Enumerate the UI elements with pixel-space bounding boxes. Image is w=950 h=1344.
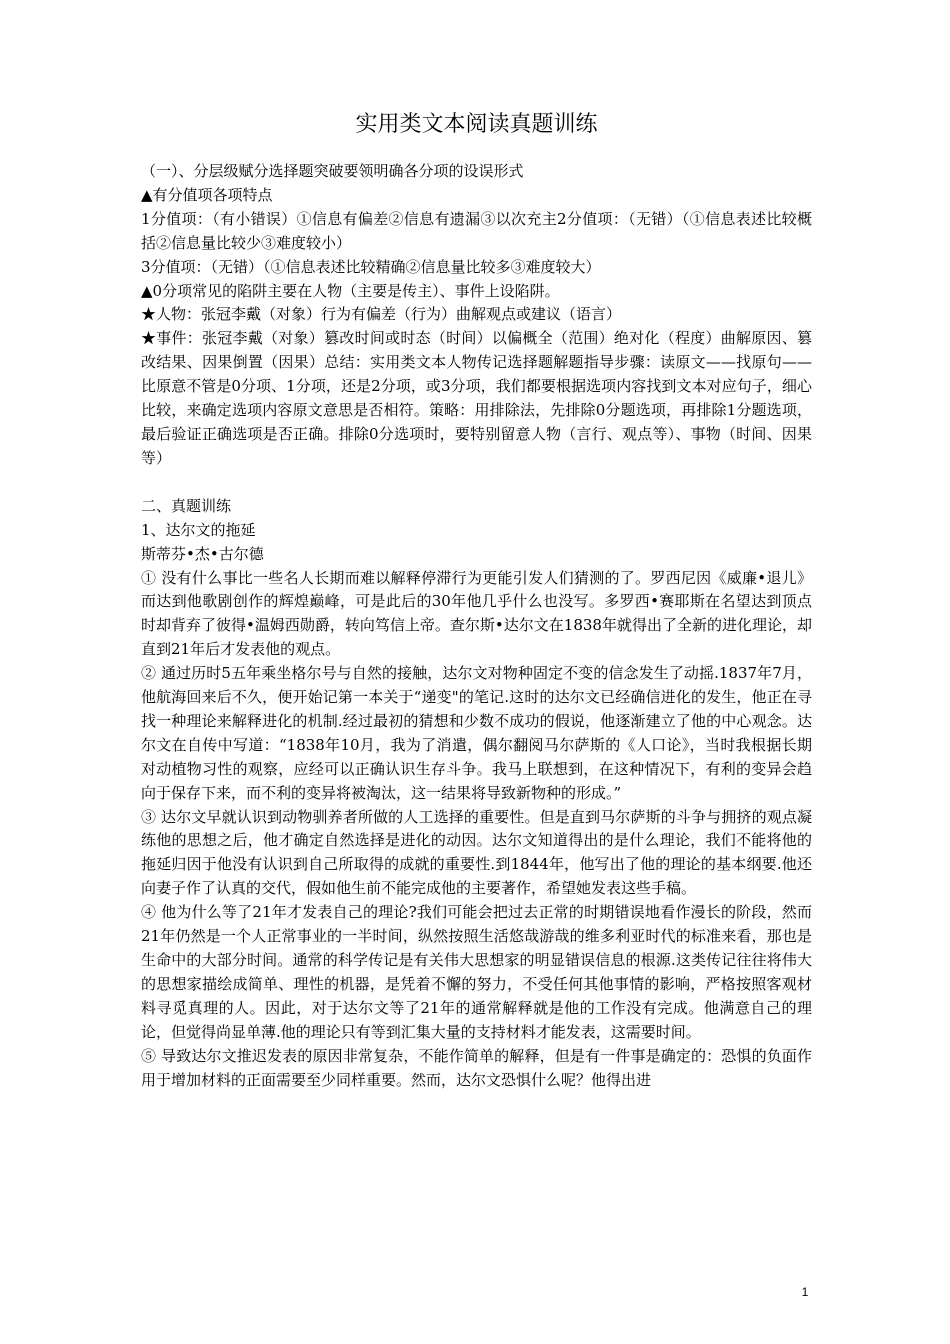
section-one xyxy=(141,160,812,471)
section-one-heading: （一）、分层级赋分选择题突破要领明确各分项的设误形式 xyxy=(141,162,524,180)
document-body xyxy=(141,108,812,1092)
article-paragraph: ① 没有什么事比一些名人长期而难以解释停滞行为更能引发人们猜测的了。罗西尼因《威廉•退儿》而达到他歌剧创作的辉煌巅峰，可是此后的30年他几乎什么也没写。多罗西•赛耶斯在名望达到顶点时却背弃了彼得•温姆西勋爵，转向笃信上帝。查尔斯•达尔文在1838年就得出了全新的进化理论，却直到21年后才发表他的观点。 xyxy=(141,568,812,659)
article-title: 1、达尔文的拖延 xyxy=(141,520,256,539)
article-paragraph: ③ 达尔文早就认识到动物驯养者所做的人工选择的重要性。但是直到马尔萨斯的斗争与拥挤的观点凝练他的思想之后，他才确定自然选择是进化的动因。达尔文知道得出的是什么理论，我们不能将他的拖延归因于他没有认识到自己所取得的成就的重要性.到1844年，他写出了他的理论的基本纲要.他还向妻子作了认真的交代，假如他生前不能完成他的主要著作，希望她发表这些手稿。 xyxy=(141,807,812,898)
paragraph: ▲0分项常见的陷阱主要在人物（主要是传主）、事件上设陷阱。 xyxy=(141,281,560,300)
paragraph: 3分值项：（无错）（①信息表述比较精确②信息量比较多③难度较大） xyxy=(141,257,601,276)
article-paragraph: ④ 他为什么等了21年才发表自己的理论?我们可能会把过去正常的时期错误地看作漫长的阶段，然而21年仍然是一个人正常事业的一半时间，纵然按照生活悠哉游哉的维多利亚时代的标准来看，那也是生命中的大部分时间。通常的科学传记是有关伟大思想家的明显错误信息的根源.这类传记往往将伟大的思想家描绘成简单、理性的机器，是凭着不懈的努力，不受任何其他事情的影响，严格按照客观材料寻觅真理的人。因此，对于达尔文等了21年的通常解释就是他的工作没有完成。他满意自己的理论，但觉得尚显单薄.他的理论只有等到汇集大量的支持材料才能发表，这需要时间。 xyxy=(141,903,812,1041)
document-title: 实用类文本阅读真题训练 xyxy=(355,112,598,137)
section-two xyxy=(141,495,812,1093)
article-paragraph: ⑤ 导致达尔文推迟发表的原因非常复杂，不能作简单的解释，但是有一件事是确定的：恐惧的负面作用于增加材料的正面需要至少同样重要。然而，达尔文恐惧什么呢？他得出进 xyxy=(141,1046,812,1089)
blank-line xyxy=(141,471,812,495)
paragraph: ▲有分值项各项特点 xyxy=(141,185,273,204)
paragraph: ★事件：张冠李戴（对象）篡改时间或时态（时间）以偏概全（范围）绝对化（程度）曲解原因、篡改结果、因果倒置（因果）总结：实用类文本人物传记选择题解题指导步骤：读原文——找原句——比原意不管是0分项、1分项，还是2分项，或3分项，我们都要根据选项内容找到文本对应句子，细心比较，来确定选项内容原文意思是否相符。策略：用排除法，先排除0分题选项，再排除1分题选项，最后验证正确选项是否正确。排除0分选项时，要特别留意人物（言行、观点等）、事物（时间、因果等） xyxy=(141,329,812,467)
article-paragraph: ② 通过历时5五年乘坐格尔号与自然的接触，达尔文对物种固定不变的信念发生了动摇.1837年7月，他航海回来后不久，便开始记第一本关于“递变"的笔记.这时的达尔文已经确信进化的发生，他正在寻找一种理论来解释进化的机制.经过最初的猜想和少数不成功的假说，他逐渐建立了他的中心观念。达尔文在自传中写道：“1838年10月，我为了消遣，偶尔翻阅马尔萨斯的《人口论》，当时我根据长期对动植物习性的观察，应经可以正确认识生存斗争。我马上联想到，在这种情况下，有利的变异会趋向于保存下来，而不利的变异将被淘汰，这一结果将导致新物种的形成。” xyxy=(141,664,812,802)
paragraph: ★人物：张冠李戴（对象）行为有偏差（行为）曲解观点或建议（语言） xyxy=(141,305,622,324)
section-two-heading: 二、真题训练 xyxy=(141,496,232,515)
page-number: 1 xyxy=(801,1285,809,1299)
paragraph: 1分值项：（有小错误）①信息有偏差②信息有遗漏③以次充主2分值项：（无错）（①信息表述比较概括②信息量比较少③难度较小） xyxy=(141,209,812,252)
article-author: 斯蒂芬•杰•古尔德 xyxy=(141,544,264,563)
